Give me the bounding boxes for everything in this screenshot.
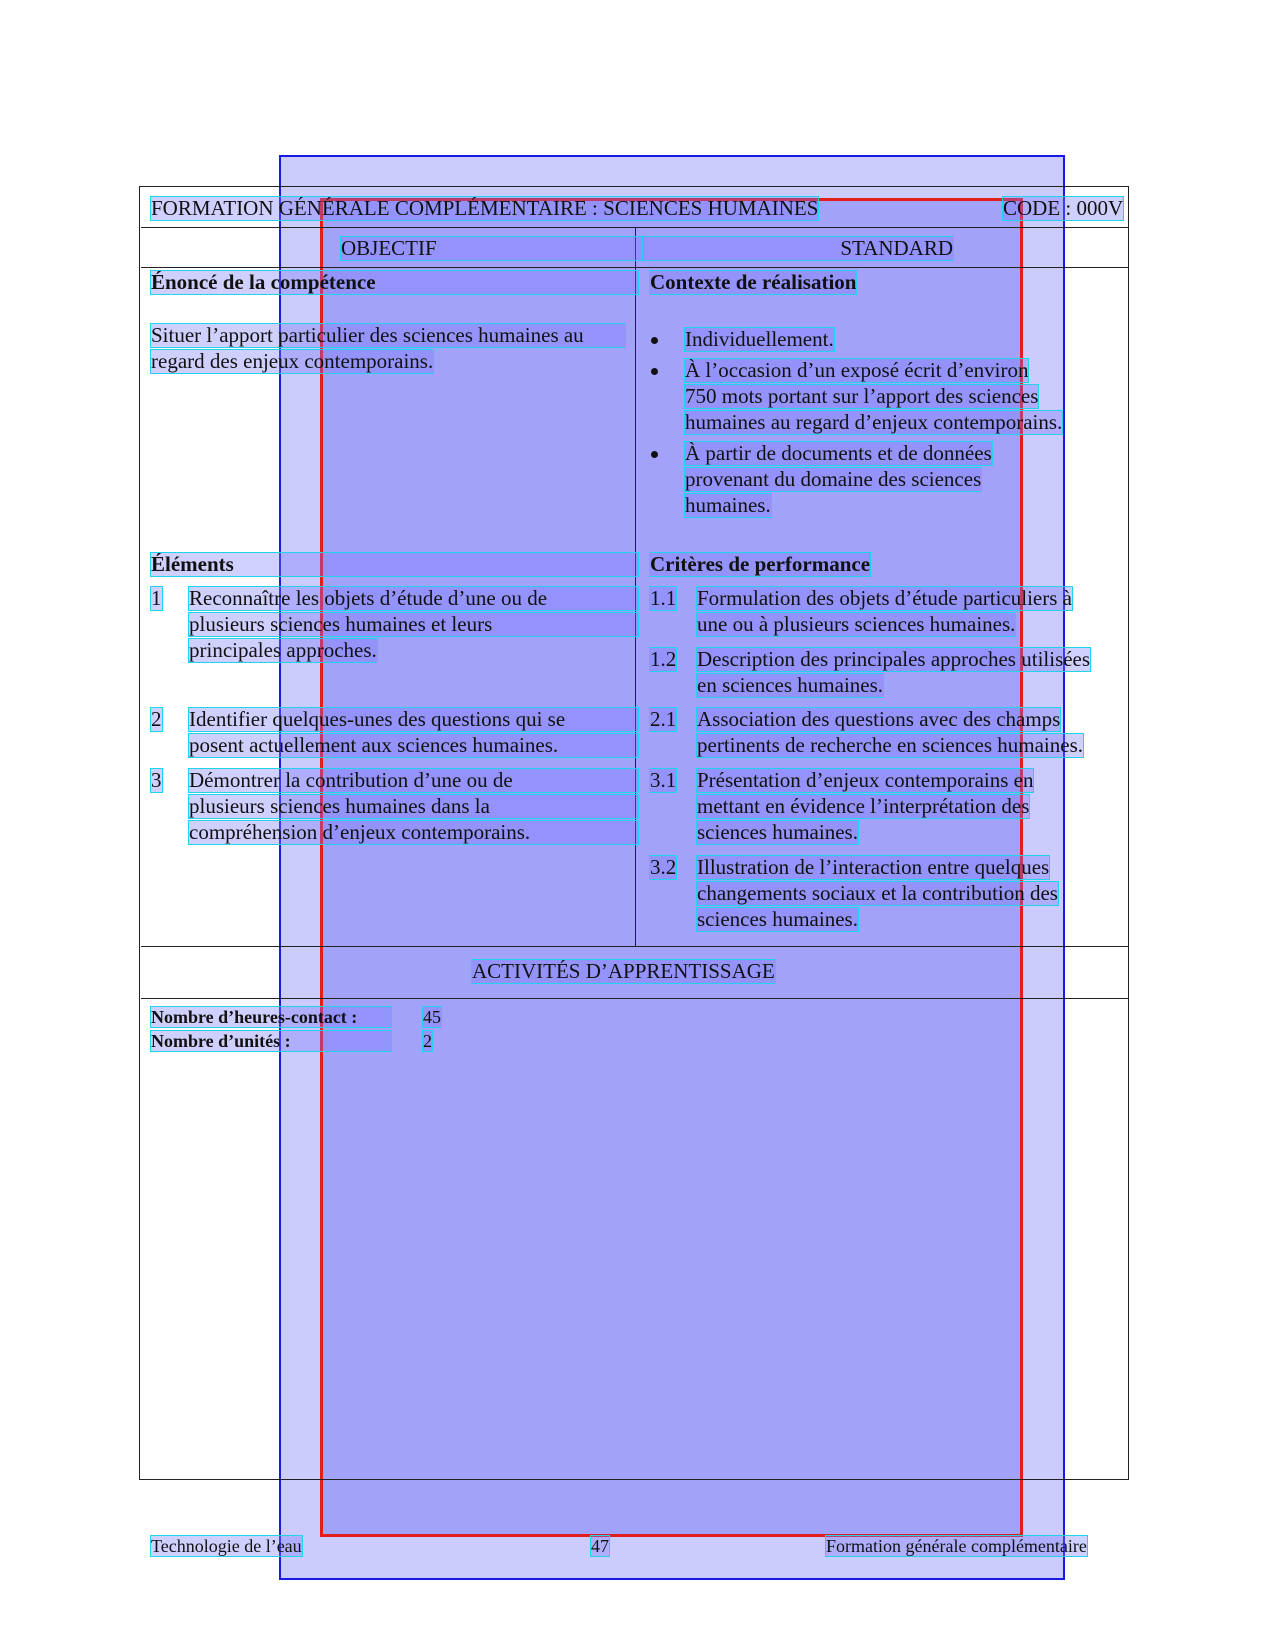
critere-line: Formulation des objets d’étude particuliers à: [697, 586, 1072, 610]
contexte-line: 750 mots portant sur l’apport des sciences: [685, 384, 1039, 408]
element-line: posent actuellement aux sciences humaines.: [189, 734, 638, 757]
contexte-line: humaines.: [685, 493, 771, 517]
critere-number: 3.1: [650, 768, 677, 792]
critere-line: sciences humaines.: [697, 907, 858, 931]
elements-heading: Éléments: [151, 553, 638, 576]
criteres-heading: Critères de performance: [650, 552, 871, 576]
contexte-line: humaines au regard d’enjeux contemporains.: [685, 410, 1063, 434]
enonce-heading: Énoncé de la compétence: [151, 271, 638, 294]
critere-line: changements sociaux et la contribution des: [697, 881, 1058, 905]
footer-right: Formation générale complémentaire: [826, 1536, 1087, 1556]
contexte-heading: Contexte de réalisation: [650, 270, 857, 294]
contexte-line: Individuellement.: [685, 327, 834, 351]
column-standard: STANDARD: [643, 237, 953, 260]
contexte-line: À partir de documents et de données: [685, 441, 992, 465]
critere-line: Association des questions avec des champs: [697, 707, 1061, 731]
element-number: 1: [151, 586, 162, 610]
element-number: 3: [151, 768, 162, 792]
critere-line: Illustration de l’interaction entre quelques: [697, 855, 1050, 879]
enonce-line: Situer l’apport particulier des sciences humaines au: [151, 324, 625, 347]
heures-value: 45: [423, 1007, 441, 1027]
element-line: plusieurs sciences humaines et leurs: [189, 613, 638, 636]
element-number: 2: [151, 707, 162, 731]
header-code: CODE : 000V: [1003, 196, 1124, 220]
critere-line: une ou à plusieurs sciences humaines.: [697, 612, 1016, 636]
critere-number: 2.1: [650, 707, 677, 731]
element-line: Identifier quelques-unes des questions qui se: [189, 708, 638, 731]
heures-label: Nombre d’heures-contact :: [151, 1007, 391, 1027]
critere-line: pertinents de recherche en sciences humaines.: [697, 733, 1083, 757]
critere-number: 1.1: [650, 586, 677, 610]
enonce-line: regard des enjeux contemporains.: [151, 349, 434, 373]
column-objectif: OBJECTIF: [341, 237, 643, 260]
contexte-line: À l’occasion d’un exposé écrit d’environ: [685, 358, 1029, 382]
activites-heading: ACTIVITÉS D’APPRENTISSAGE: [472, 959, 775, 983]
bullet-icon: [651, 337, 658, 344]
element-line: Démontrer la contribution d’une ou de: [189, 769, 638, 792]
bullet-icon: [651, 368, 658, 375]
rule-activites-bottom: [141, 998, 1129, 999]
element-line: Reconnaître les objets d’étude d’une ou de: [189, 587, 638, 610]
rule-activites-top: [141, 946, 1129, 947]
critere-line: Présentation d’enjeux contemporains en: [697, 768, 1034, 792]
header-title: FORMATION GÉNÉRALE COMPLÉMENTAIRE : SCIENCES HUMAINES: [151, 196, 819, 220]
critere-line: Description des principales approches utilisées: [697, 647, 1091, 671]
element-line: compréhension d’enjeux contemporains.: [189, 821, 638, 844]
critere-line: sciences humaines.: [697, 820, 858, 844]
footer-left: Technologie de l’eau: [151, 1536, 302, 1556]
unites-value: 2: [423, 1031, 432, 1051]
critere-line: en sciences humaines.: [697, 673, 884, 697]
unites-label: Nombre d’unités :: [151, 1031, 391, 1051]
critere-line: mettant en évidence l’interprétation des: [697, 794, 1030, 818]
critere-number: 1.2: [650, 647, 677, 671]
element-line: principales approches.: [189, 638, 377, 662]
critere-number: 3.2: [650, 855, 677, 879]
contexte-line: provenant du domaine des sciences: [685, 467, 982, 491]
footer-page-number: 47: [591, 1536, 609, 1556]
bullet-icon: [651, 451, 658, 458]
element-line: plusieurs sciences humaines dans la: [189, 795, 638, 818]
